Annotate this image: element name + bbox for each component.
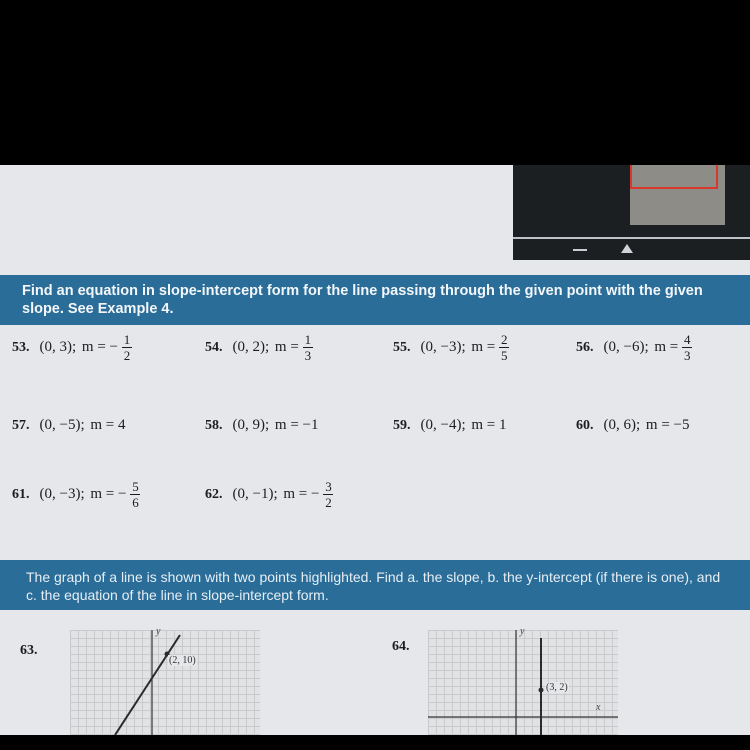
slope: m = xyxy=(274,339,299,355)
problem-number: 53. xyxy=(12,339,30,355)
point: (0, −5); xyxy=(39,417,85,433)
fraction: $\frac{3}{2}$ xyxy=(325,479,332,510)
problem-59 xyxy=(393,417,509,434)
thumbnail-highlight xyxy=(630,165,718,189)
point: (0, 3); xyxy=(39,339,77,355)
problem-55 xyxy=(393,333,509,362)
fraction: $\frac{2}{5}$ xyxy=(501,332,508,363)
fraction: $\frac{1}{3}$ xyxy=(304,332,312,363)
point-label: (2, 10) xyxy=(169,655,196,666)
graph-64 xyxy=(428,626,618,735)
problem-number: 56. xyxy=(576,339,594,355)
y-axis-label: y xyxy=(520,626,525,637)
slope: m = 4 xyxy=(90,417,126,433)
problem-62 xyxy=(205,480,333,509)
point: (0, −4); xyxy=(420,417,466,433)
slope: m = −5 xyxy=(645,417,690,433)
point: (0, −3); xyxy=(420,339,466,355)
slope: m = − xyxy=(81,339,119,355)
problem-number: 55. xyxy=(393,339,411,355)
y-axis-label: y xyxy=(156,626,161,637)
problem-53 xyxy=(12,333,132,362)
graph-line xyxy=(115,635,180,735)
slope: m = − xyxy=(90,486,127,502)
thumbnail[interactable] xyxy=(630,165,725,225)
problem-64-number: 64. xyxy=(392,639,410,654)
problem-number: 62. xyxy=(205,486,223,502)
problem-58 xyxy=(205,417,321,434)
point: (0, 9); xyxy=(232,417,270,433)
problem-number: 59. xyxy=(393,417,411,433)
point: (0, −6); xyxy=(603,339,649,355)
slope: m = xyxy=(654,339,679,355)
problem-number: 61. xyxy=(12,486,30,502)
problem-number: 57. xyxy=(12,417,30,433)
problem-number: 58. xyxy=(205,417,223,433)
slope: m = 1 xyxy=(471,417,507,433)
problem-61 xyxy=(12,480,140,509)
triangle-icon[interactable] xyxy=(621,244,633,253)
graph-instructions-text: The graph of a line is shown with two points highlighted. Find a. the slope, b. the y-intercept (if there is one), and c. the equation of the line in slope-intercept form. xyxy=(26,569,721,603)
point: (0, −1); xyxy=(232,486,278,502)
fraction: $\frac{5}{6}$ xyxy=(132,479,139,510)
problem-number: 54. xyxy=(205,339,223,355)
problem-63-number: 63. xyxy=(20,643,38,658)
minus-icon[interactable] xyxy=(573,249,587,251)
point: (0, −3); xyxy=(39,486,85,502)
graph-instructions-banner xyxy=(0,560,750,610)
point: (0, 6); xyxy=(603,417,641,433)
highlight-point xyxy=(539,688,544,693)
fraction: $\frac{4}{3}$ xyxy=(684,332,691,363)
problem-56 xyxy=(576,333,692,362)
textbook-page xyxy=(0,165,750,735)
problem-60 xyxy=(576,417,692,434)
instructions-text: Find an equation in slope-intercept form for the line passing through the given point with the given slope. See Example 4. xyxy=(22,283,703,317)
viewer-overlay xyxy=(513,165,750,260)
fraction: $\frac{1}{2}$ xyxy=(123,332,131,363)
graph-63 xyxy=(70,626,260,735)
instructions-banner xyxy=(0,275,750,325)
point: (0, 2); xyxy=(232,339,270,355)
x-axis-label: x xyxy=(596,702,601,713)
slope: m = xyxy=(471,339,496,355)
point-label: (3, 2) xyxy=(546,682,568,693)
divider xyxy=(513,237,750,239)
problem-number: 60. xyxy=(576,417,594,433)
slope: m = − xyxy=(283,486,320,502)
slope: m = −1 xyxy=(274,417,319,433)
problem-57 xyxy=(12,417,128,434)
problem-54 xyxy=(205,333,313,362)
